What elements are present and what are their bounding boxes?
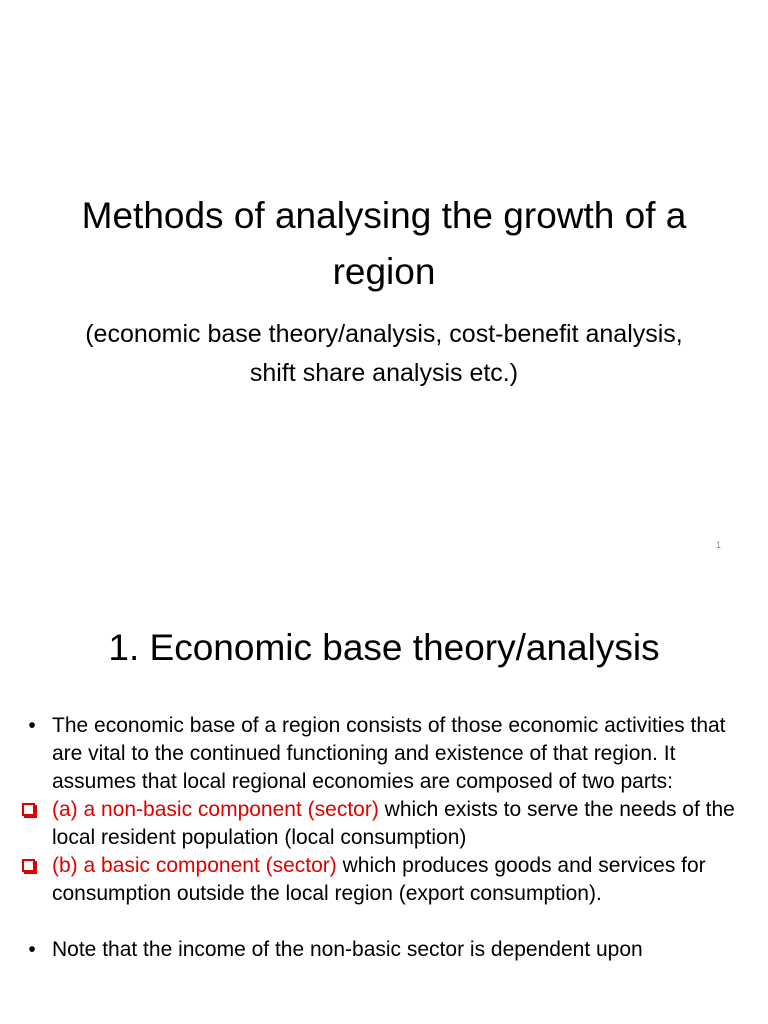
bullet-item: [20, 712, 740, 796]
bullet-highlight: (b) a basic component (sector): [52, 854, 337, 877]
bullet-highlight: (a) a non-basic component (sector): [52, 798, 379, 821]
bullet-text: Note that the income of the non-basic sector is dependent upon: [52, 938, 643, 961]
checkbox-square-icon: [22, 803, 35, 816]
slide-1-title: Methods of analysing the growth of a region: [81, 195, 687, 292]
bullet-item: [20, 796, 740, 852]
bullet-item: [20, 852, 740, 908]
bullet-list: [20, 712, 740, 964]
bullet-text: which exists to serve the needs of the local resident population (local consumption): [52, 798, 735, 849]
slide-number: 1: [715, 540, 721, 550]
slide-2: [0, 576, 768, 1024]
bullet-item: [20, 936, 740, 964]
slide-1-subtitle: (economic base theory/analysis, cost-benefit analysis, shift share analysis etc.): [85, 320, 683, 387]
bullet-dot-icon: •: [28, 938, 36, 961]
checkbox-square-icon: [22, 859, 35, 872]
bullet-text: which produces goods and services for consumption outside the local region (export consumption).: [52, 854, 706, 905]
bullet-dot-icon: •: [28, 714, 36, 737]
bullet-text: The economic base of a region consists of those economic activities that are vital to the continued functioning and existence of that region. It assumes that local regional economies are composed of two parts:: [52, 714, 726, 793]
slide-2-title: 1. Economic base theory/analysis: [108, 627, 660, 668]
